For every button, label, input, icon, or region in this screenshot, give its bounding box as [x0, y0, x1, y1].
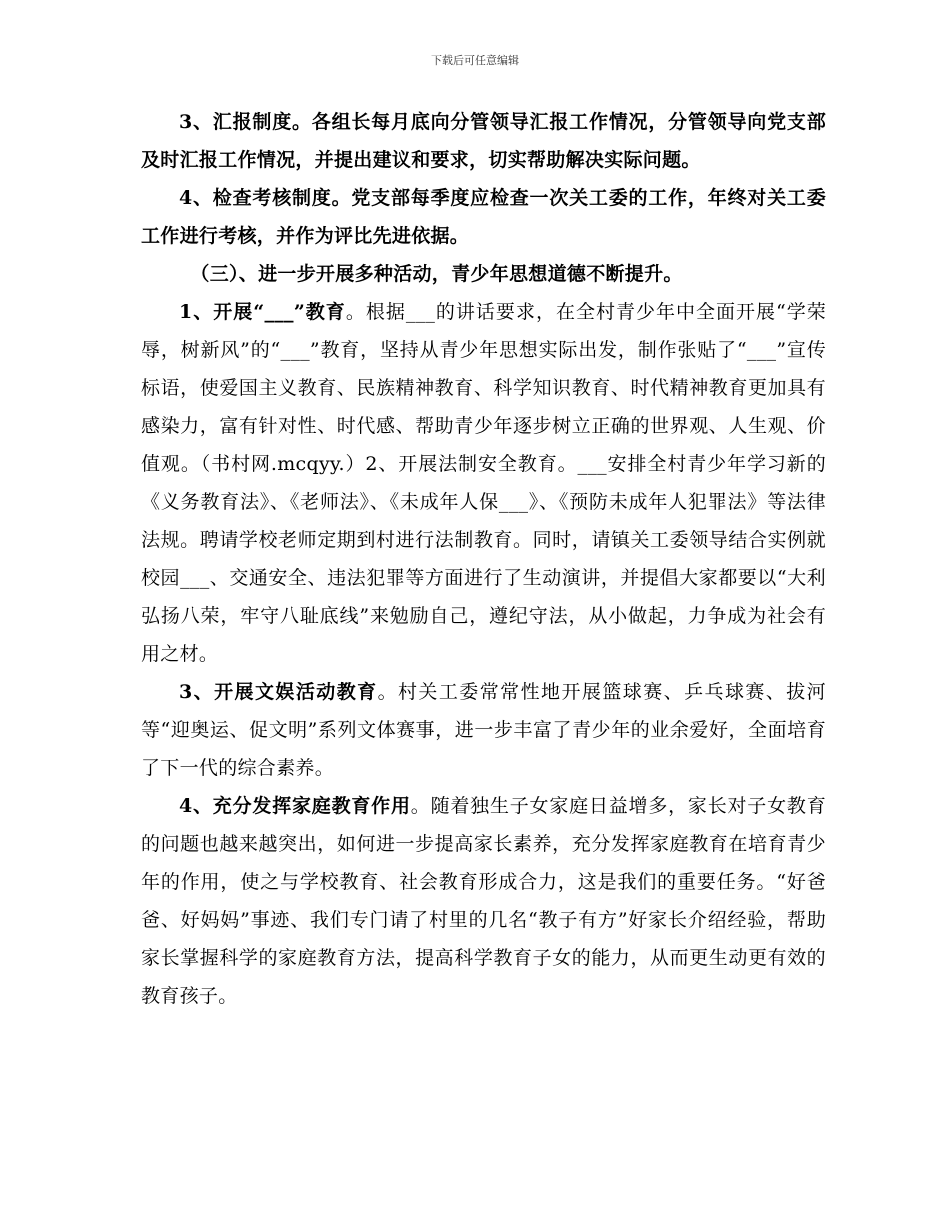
paragraph-family-education — [141, 787, 826, 1015]
paragraph-body: 。根据___的讲话要求，在全村青少年中全面开展“学荣辱，树新风”的“___”教育，坚持从青少年思想实际出发，制作张贴了“___”宣传标语，使爱国主义教育、民族精神教育、科学知识教育、时代精神教育更加具有感染力，富有针对性、时代感、帮助青少年逐步树立正确的世界观、人生观、价值观。（书村网.mcqyy.）2、开展法制安全教育。___安排全村青少年学习新的《义务教育法》、《老师法》、《未成年人保___》、《预防未成年人犯罪法》等法律法规。聘请学校老师定期到村进行法制教育。同时，请镇关工委领导结合实例就校园___、交通安全、违法犯罪等方面进行了生动演讲，并提倡大家都要以“大利弘扬八荣，牢守八耻底线”来勉励自己，遵纪守法，从小做起，力争成为社会有用之材。 — [141, 301, 826, 665]
paragraph-report-system — [141, 103, 826, 179]
paragraph-education-campaign — [141, 293, 826, 673]
paragraph-body: 。村关工委常常性地开展篮球赛、乒乓球赛、拔河等“迎奥运、促文明”系列文体赛事，进一步丰富了青少年的业余爱好，全面培育了下一代的综合素养。 — [141, 681, 826, 779]
paragraph-lead: 3、开展文娱活动教育 — [179, 681, 378, 703]
paragraph-inspection-system — [141, 179, 826, 255]
paragraph-lead: 1、开展“___”教育 — [179, 301, 346, 323]
paragraph-recreation-education — [141, 673, 826, 787]
paragraph-body: 。随着独生子女家庭日益增多，家长对子女教育的问题也越来越突出，如何进一步提高家长素养，充分发挥家庭教育在培育青少年的作用，使之与学校教育、社会教育形成合力，这是我们的重要任务。“好爸爸、好妈妈”事迹、我们专门请了村里的几名“教子有方”好家长介绍经验，帮助家长掌握科学的家庭教育方法，提高科学教育子女的能力，从而更生动更有效的教育孩子。 — [141, 795, 826, 1007]
section-heading-text: （三）、进一步开展多种活动，青少年思想道德不断提升。 — [190, 263, 683, 285]
paragraph-lead: 4、检查考核制度。党支部每季度应检查一次关工委的工作，年终对关工委工作进行考核，并作为评比先进依据。 — [141, 187, 826, 247]
paragraph-lead: 4、充分发挥家庭教育作用 — [179, 795, 411, 817]
section-heading-activities — [141, 255, 826, 293]
document-body — [141, 103, 826, 1015]
paragraph-lead: 3、汇报制度。各组长每月底向分管领导汇报工作情况，分管领导向党支部及时汇报工作情况，并提出建议和要求，切实帮助解决实际问题。 — [141, 111, 826, 171]
page-header: 下载后可任意编辑 — [431, 54, 519, 67]
